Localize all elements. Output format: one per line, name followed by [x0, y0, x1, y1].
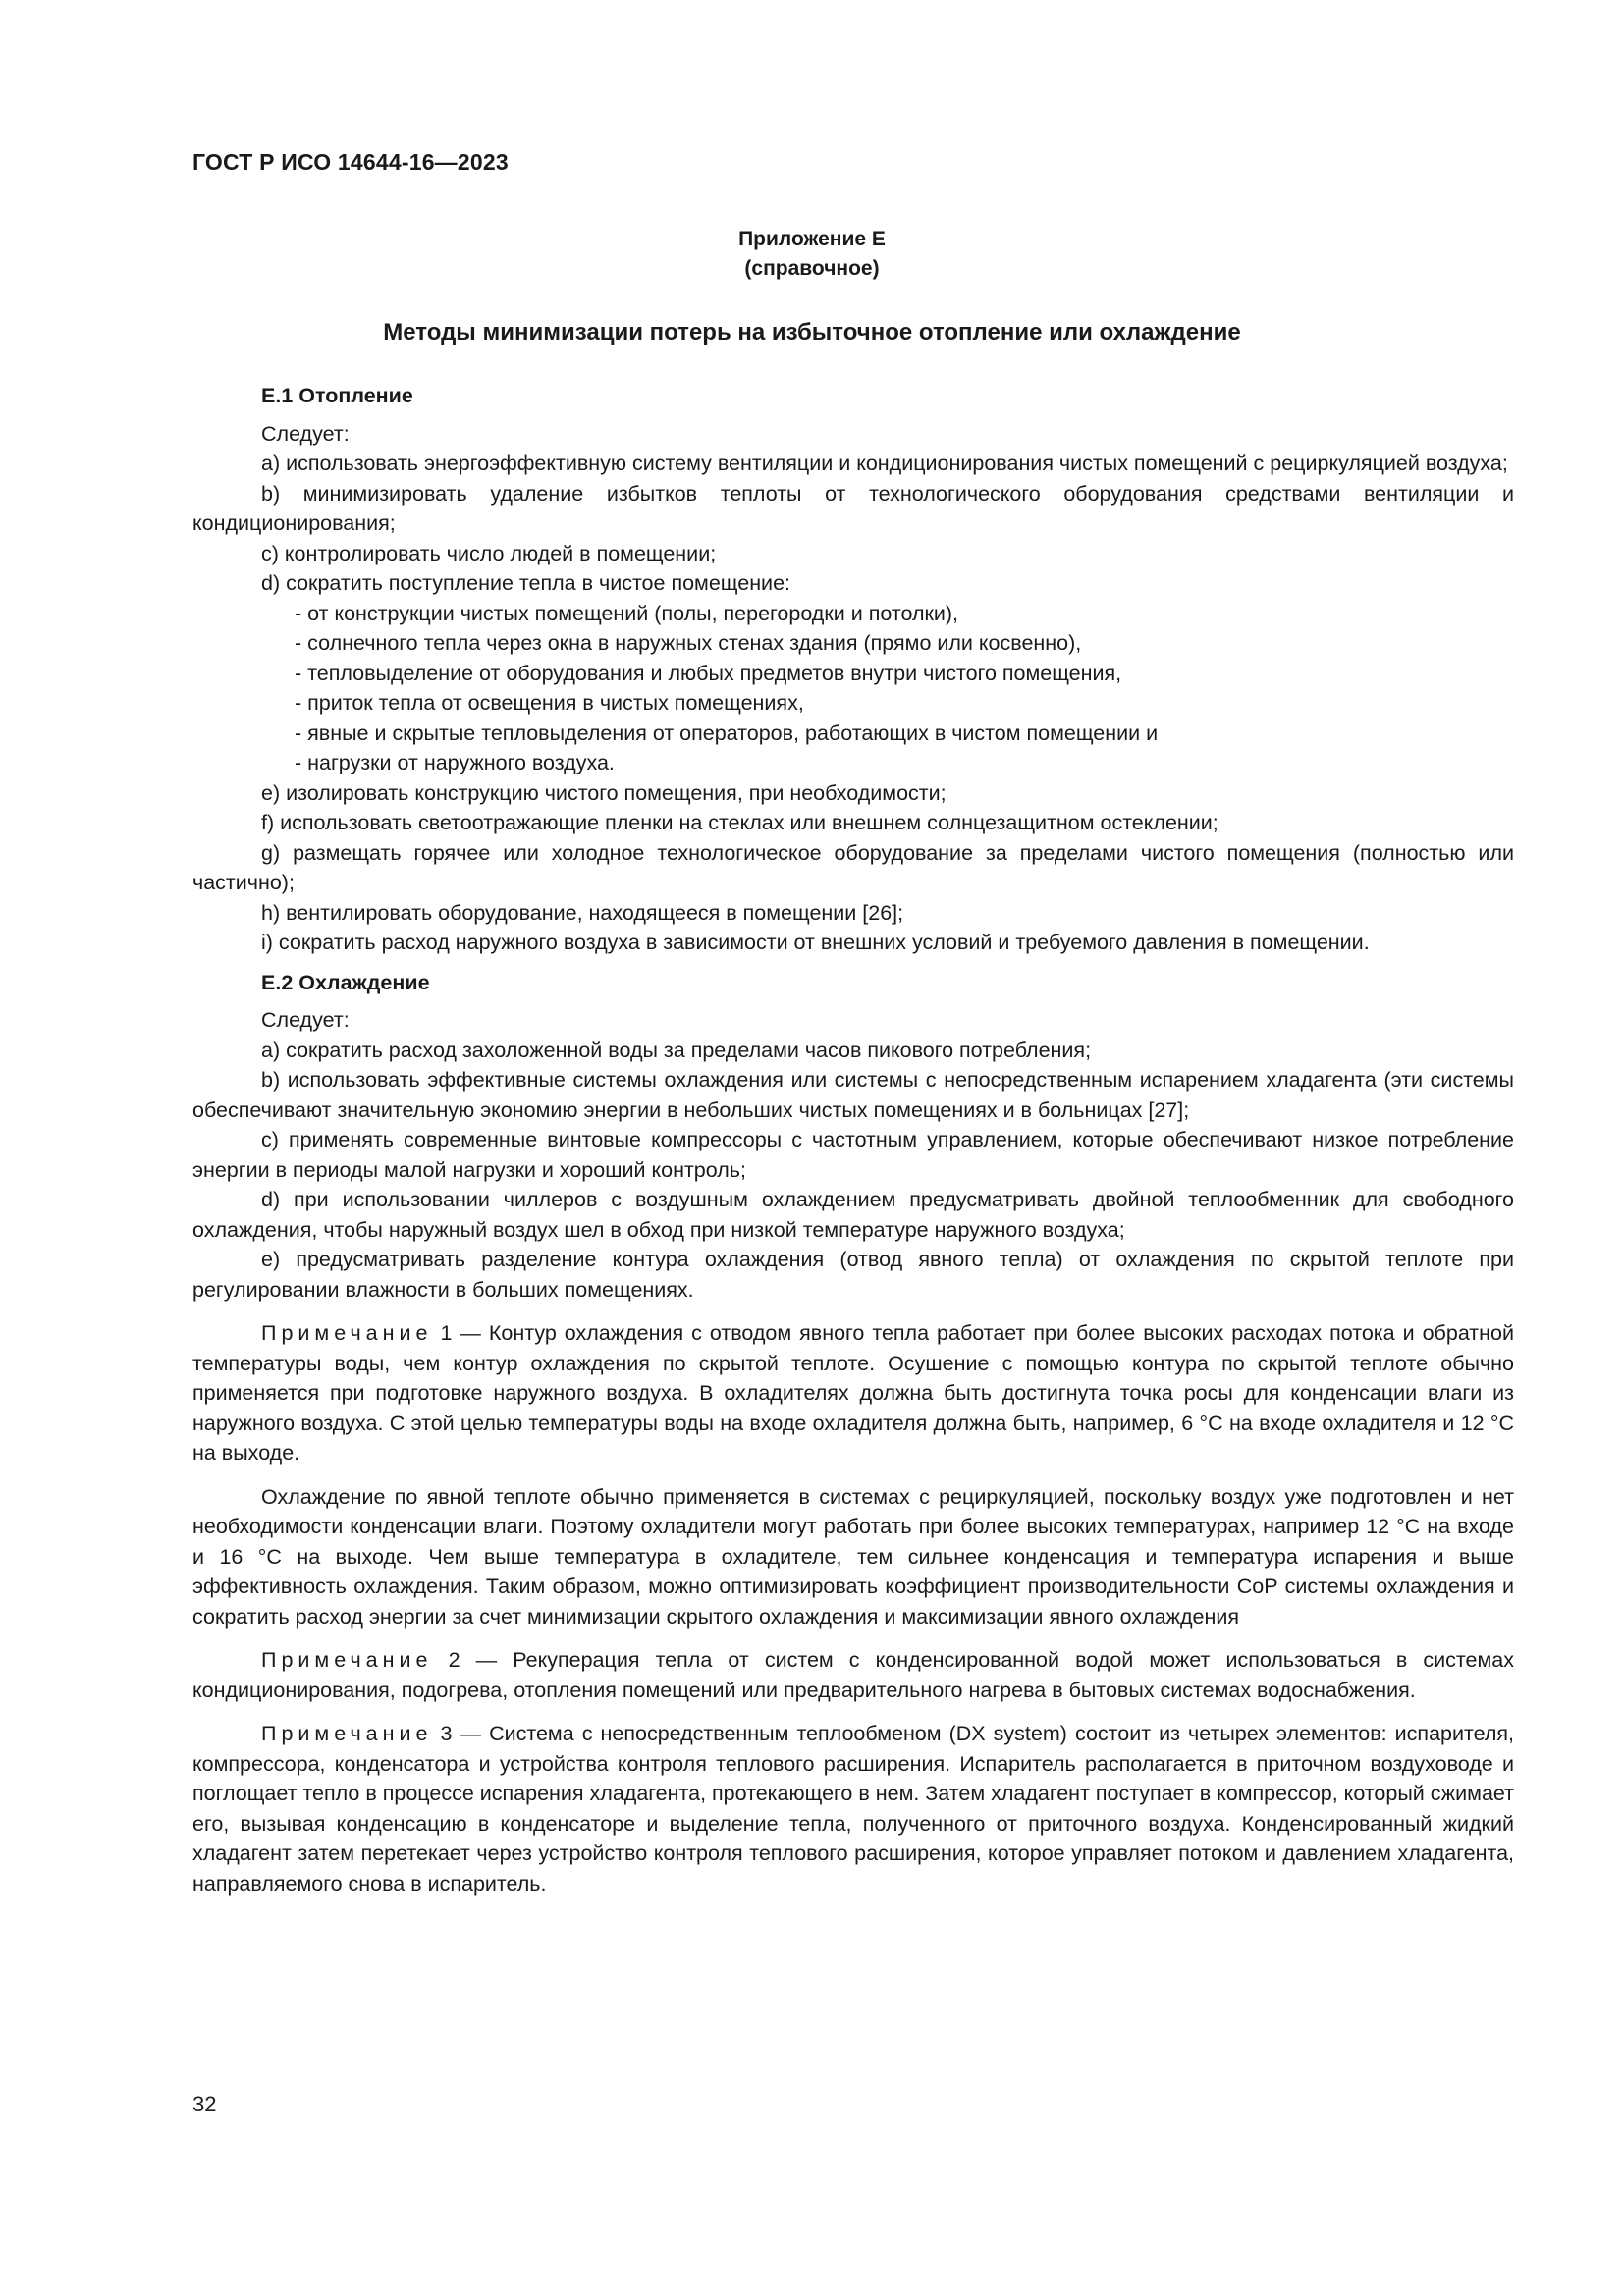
note-1-continuation: Охлаждение по явной теплоте обычно применяется в системах с рециркуляцией, поскольку воздух уже подготовлен и нет необходимости конденсации влаги. Поэтому охладители могут работать при более высоких температурах, например 12 °С на входе и 16 °С на выходе. Чем выше температура в охладителе, тем сильнее конденсация и температура испарения и выше эффективность охлаждения. Таким образом, можно оптимизировать коэффициент производительности CoP системы охлаждения и сократить расход энергии за счет минимизации скрытого охлаждения и максимизации явного охлаждения — [192, 1484, 1514, 1629]
section2-item-c: c) применять современные винтовые компрессоры с частотным управлением, которые обеспечивают низкое потребление энергии в периоды малой нагрузки и хороший контроль; — [192, 1128, 1514, 1182]
section1-dash-5: - явные и скрытые тепловыделения от операторов, работающих в чистом помещении и — [295, 721, 1159, 745]
section1-intro: Следует: — [261, 421, 350, 446]
note-label: Примечание — [261, 1321, 433, 1345]
note-number: 2 — [448, 1648, 460, 1672]
appendix-type: (справочное) — [744, 257, 880, 280]
note-number: 3 — [440, 1722, 453, 1745]
section-heading-cooling: Е.2 Охлаждение — [261, 970, 430, 994]
section1-item-i: i) сократить расход наружного воздуха в зависимости от внешних условий и требуемого давления в помещении. — [261, 931, 1370, 954]
note-1 — [192, 1318, 1514, 1468]
section2-item-b: b) использовать эффективные системы охлаждения или системы с непосредственным испарением хладагента (эти системы обеспечивают значительную экономию энергии в небольших чистых помещениях и в больницах [27]; — [192, 1068, 1514, 1122]
note-text: — Система с непосредственным теплообменом (DX system) состоит из четырех элементов: испарителя, компрессора, конденсатора и устройства контроля теплового расширения. Испаритель располагается в приточном воздуховоде и поглощает тепло в процессе испарения хладагента, протекающего в нем. Затем хладагент поступает в компрессор, который сжимает его, вызывая конденсацию в конденсаторе и выделение тепла, полученного от приточного воздуха. Конденсированный жидкий хладагент затем перетекает через устройство контроля теплового расширения, которое управляет потоком и давлением хладагента, направляемого снова в испаритель. — [192, 1722, 1515, 1896]
section1-item-a: a) использовать энергоэффективную систему вентиляции и кондиционирования чистых помещений с рециркуляцией воздуха; — [261, 452, 1508, 475]
appendix-title: Методы минимизации потерь на избыточное отопление или охлаждение — [383, 319, 1241, 346]
section1-dash-2: - солнечного тепла через окна в наружных стенах здания (прямо или косвенно), — [295, 631, 1082, 655]
document-id: ГОСТ Р ИСО 14644-16—2023 — [192, 149, 509, 175]
section-heading-heating: Е.1 Отопление — [261, 384, 413, 407]
note-label: Примечание — [261, 1722, 433, 1745]
document-body — [192, 381, 1514, 1898]
section1-item-h: h) вентилировать оборудование, находящееся в помещении [26]; — [261, 900, 904, 925]
note-2 — [192, 1645, 1514, 1705]
section1-item-g: g) размещать горячее или холодное технологическое оборудование за пределами чистого помещения (полностью или частично); — [192, 840, 1514, 894]
appendix-label: Приложение Е — [738, 228, 886, 250]
section2-item-a: a) сократить расход захоложенной воды за пределами часов пикового потребления; — [261, 1038, 1092, 1062]
note-label: Примечание — [261, 1648, 433, 1672]
section1-dash-4: - приток тепла от освещения в чистых помещениях, — [295, 691, 804, 715]
section2-intro: Следует: — [261, 1008, 350, 1032]
note-3 — [192, 1719, 1514, 1898]
section1-item-f: f) использовать светоотражающие пленки на стеклах или внешнем солнцезащитном остеклении; — [261, 811, 1218, 834]
note-text: — Контур охлаждения с отводом явного тепла работает при более высоких расходах потока и обратной температуры воды, чем контур охлаждения по скрытой теплоте. Осушение с помощью контура по скрытой теплоте обычно применяется при подготовке наружного воздуха. В охладителях должна быть достигнута точка росы для конденсации влаги из наружного воздуха. С этой целью температуры воды на входе охладителя должна быть, например, 6 °С на входе охладителя и 12 °С на выходе. — [192, 1321, 1514, 1465]
section1-item-c: c) контролировать число людей в помещении; — [261, 541, 717, 565]
note-text: — Рекуперация тепла от систем с конденсированной водой может использоваться в системах кондиционирования, подогрева, отопления помещений или предварительного нагрева в бытовых системах водоснабжения. — [192, 1648, 1514, 1702]
section2-item-e: e) предусматривать разделение контура охлаждения (отвод явного тепла) от охлаждения по скрытой теплоте при регулировании влажности в больших помещениях. — [192, 1248, 1514, 1302]
section1-item-e: e) изолировать конструкцию чистого помещения, при необходимости; — [261, 780, 947, 805]
section1-dash-3: - тепловыделение от оборудования и любых предметов внутри чистого помещения, — [295, 661, 1122, 685]
section1-dash-6: - нагрузки от наружного воздуха. — [295, 751, 615, 774]
page-number: 32 — [192, 2092, 217, 2116]
section1-dash-1: - от конструкции чистых помещений (полы, перегородки и потолки), — [295, 601, 959, 625]
note-number: 1 — [440, 1321, 453, 1345]
section1-item-d: d) сократить поступление тепла в чистое помещение: — [261, 571, 791, 595]
section2-item-d: d) при использовании чиллеров с воздушным охлаждением предусматривать двойной теплообменник для свободного охлаждения, чтобы наружный воздух шел в обход при низкой температуре наружного воздуха; — [192, 1188, 1514, 1242]
section1-item-b: b) минимизировать удаление избытков теплоты от технологического оборудования средствами вентиляции и кондиционирования; — [192, 481, 1514, 535]
